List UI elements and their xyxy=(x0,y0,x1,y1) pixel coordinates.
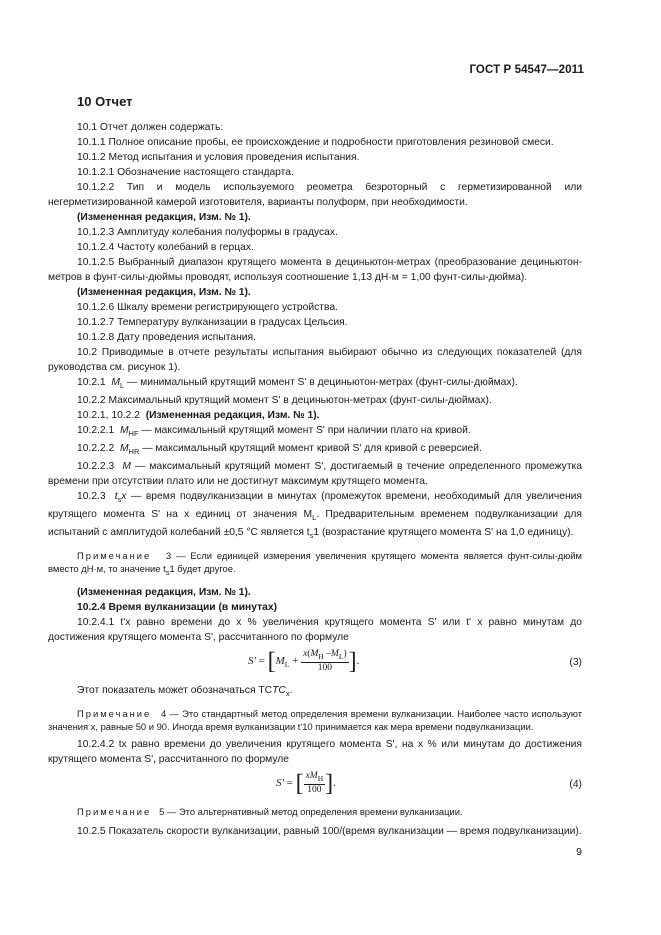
paragraph-10-1-2: 10.1.2 Метод испытания и условия проведения испытания. xyxy=(77,152,360,163)
paragraph-10-2: 10.2 Приводимые в отчете результаты испытания выбирают обычно из следующих показателей (для руководства см. рисунок 1). xyxy=(48,347,582,373)
subsection-10-2-4-title: 10.2.4 Время вулканизации (в минутах) xyxy=(77,602,278,614)
page-number: 9 xyxy=(576,846,582,858)
paragraph-10-1-2-5: 10.1.2.5 Выбранный диапазон крутящего момента в дециньютон-метрах (преобразование дециньютон-метров в фунт-силы-дюймы проводят, используя соотношение 1,13 дН·м = 1,00 фунт-силы-дюйма). xyxy=(48,257,582,283)
paragraph-10-2-3: 10.2.3 $t_sx$ — время подвулканизации в минутах (промежуток времени, необходимый для увеличения крутящего момента S' на x единиц от значения $M_L$. Предварительным временем подвулканизации для испытаний с амплитудой колебаний ±0,5 °С является $t_s1$ (возрастание крутящего момента S' на 1,0 единицу). xyxy=(48,491,582,541)
paragraph-10-1-2-6: 10.1.2.6 Шкалу времени регистрирующего устройства. xyxy=(77,302,338,313)
paragraph-10-2-2-3: 10.2.2.3 M — максимальный крутящий момент S', достигаемый в течение определенного промежутка времени при отсутствии плато или не достигнут максимум крутящего момента. xyxy=(48,461,582,488)
paragraph-10-1-2-3: 10.1.2.3 Амплитуду колебания полуформы в градусах. xyxy=(77,227,338,238)
paragraph-10-2-2-2: 10.2.2.2 $M_{HR}$ — максимальный крутящий момент кривой S' для кривой с реверсией. xyxy=(77,443,482,457)
note-3: Примечание 3 — Если единицей измерения увеличения крутящего момента является фунт-силы-дюйм вместо дН·м, то значение $t_s1$ будет другое. xyxy=(48,550,582,578)
formula-3 xyxy=(48,645,582,683)
formula-4-number: (4) xyxy=(569,779,582,791)
document-header: ГОСТ Р 54547—2011 xyxy=(469,64,584,76)
formula-4 xyxy=(48,767,582,805)
note-4: Примечание 4 — Это стандартный метод определения времени вулканизации. Наиболее часто используют значения x, равные 50 и 90. Иногда время вулканизации t'10 принимается как мера времени подвулканизации. xyxy=(48,708,582,733)
paragraph-10-2-1: 10.2.1 $M_L$ — минимальный крутящий момент S' в дециньютон-метрах (фунт-силы-дюймах). xyxy=(77,377,518,391)
amendment-note: (Измененная редакция, Изм. № 1). xyxy=(77,212,251,223)
section-title: 10 Отчет xyxy=(77,94,133,109)
paragraph-10-1-2-2: 10.1.2.2 Тип и модель используемого реометра безроторный с герметизированной или негерметизированной камерой изготовителя, варианты полуформ, при необходимости. xyxy=(48,182,582,208)
paragraph-10-1-2-1: 10.1.2.1 Обозначение настоящего стандарта. xyxy=(77,167,294,178)
formula-3-expression: $S' = [M_L$ + $\frac{x(M_H -M_L)}{100}$ ]. xyxy=(248,648,360,675)
paragraph-10-2-4-1: 10.2.4.1 t'x равно времени до x % увеличения крутящего момента S' или t' x равно минутам до достижения крутящего момента S', рассчитанного по формуле xyxy=(48,617,582,644)
paragraph-10-2-4-2: 10.2.4.2 tx равно времени до увеличения крутящего момента S', на x % или минутам до достижения крутящего момента S', рассчитанного по формуле xyxy=(48,739,582,766)
page-content xyxy=(48,94,582,839)
paragraph-10-2-5: 10.2.5 Показатель скорости вулканизации, равный 100/(время вулканизации — время подвулканизации). xyxy=(77,826,582,838)
paragraph-10-1-2-7: 10.1.2.7 Температуру вулканизации в градусах Цельсия. xyxy=(77,317,348,328)
formula-3-designation: Этот показатель может обозначаться $TCTC_x$. xyxy=(77,685,293,699)
amendment-note: (Измененная редакция, Изм. № 1). xyxy=(77,587,251,599)
note-5: Примечание 5 — Это альтернативный метод определения времени вулканизации. xyxy=(77,806,463,818)
paragraph-10-2-1-2: 10.2.1, 10.2.2 (Измененная редакция, Изм. № 1). xyxy=(77,410,320,422)
paragraph-10-1-2-8: 10.1.2.8 Дату проведения испытания. xyxy=(77,332,256,343)
amendment-note: (Измененная редакция, Изм. № 1). xyxy=(77,287,251,298)
paragraph-10-1: 10.1 Отчет должен содержать: xyxy=(77,122,224,133)
formula-4-expression: S' = [ $\frac{xM_H}{100}$ ]. xyxy=(276,770,336,797)
paragraph-10-2-2: 10.2.2 Максимальный крутящий момент S' в дециньютон-метрах (фунт-силы-дюймах). xyxy=(77,395,492,407)
paragraph-10-2-2-1: 10.2.2.1 $M_{HF}$ — максимальный крутящий момент S' при наличии плато на кривой. xyxy=(77,425,471,439)
paragraph-10-1-2-4: 10.1.2.4 Частоту колебаний в герцах. xyxy=(77,242,254,253)
formula-3-number: (3) xyxy=(569,657,582,669)
paragraph-10-1-1: 10.1.1 Полное описание пробы, ее происхождение и подробности приготовления резиновой смеси. xyxy=(77,137,554,148)
